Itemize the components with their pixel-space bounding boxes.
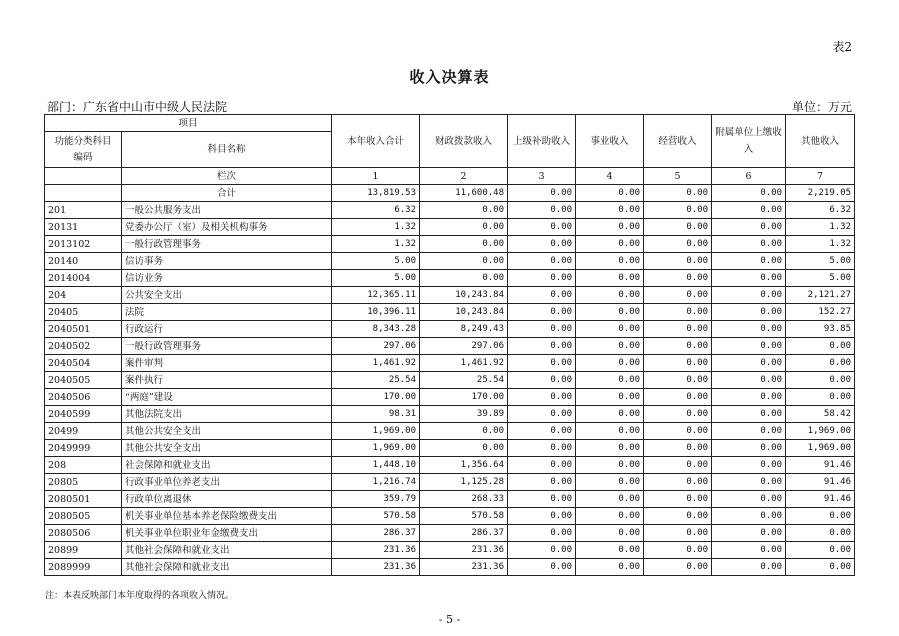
row-value: 25.54	[332, 372, 420, 389]
row-value: 0.00	[712, 491, 786, 508]
table-row	[45, 423, 855, 440]
row-value: 0.00	[576, 474, 644, 491]
row-value: 0.00	[786, 355, 855, 372]
row-value: 0.00	[508, 389, 576, 406]
row-value: 1.32	[332, 219, 420, 236]
row-value: 0.00	[644, 338, 712, 355]
row-value: 297.06	[420, 338, 508, 355]
row-value: 0.00	[712, 525, 786, 542]
row-name: 机关事业单位基本养老保险缴费支出	[122, 508, 332, 525]
row-value: 286.37	[332, 525, 420, 542]
row-value: 0.00	[712, 355, 786, 372]
row-name: “两庭”建设	[122, 389, 332, 406]
row-name: 公共安全支出	[122, 287, 332, 304]
row-name: 案件审判	[122, 355, 332, 372]
header-subject-name: 科目名称	[122, 132, 332, 168]
total-value: 0.00	[644, 185, 712, 202]
row-value: 0.00	[644, 270, 712, 287]
row-value: 0.00	[712, 287, 786, 304]
row-value: 0.00	[644, 304, 712, 321]
row-value: 0.00	[420, 202, 508, 219]
row-name: 一般行政管理事务	[122, 338, 332, 355]
row-name: 一般公共服务支出	[122, 202, 332, 219]
row-value: 0.00	[644, 389, 712, 406]
row-value: 6.32	[332, 202, 420, 219]
col-index-num: 6	[712, 168, 786, 185]
table-row	[45, 270, 855, 287]
row-value: 0.00	[644, 355, 712, 372]
row-value: 0.00	[420, 236, 508, 253]
row-value: 0.00	[508, 304, 576, 321]
row-value: 5.00	[786, 253, 855, 270]
row-name: 其他社会保障和就业支出	[122, 542, 332, 559]
row-value: 10,243.84	[420, 304, 508, 321]
row-code: 2089999	[45, 559, 122, 576]
row-value: 91.46	[786, 457, 855, 474]
row-value: 286.37	[420, 525, 508, 542]
row-code: 2040502	[45, 338, 122, 355]
row-value: 58.42	[786, 406, 855, 423]
row-value: 0.00	[712, 338, 786, 355]
row-code: 20140	[45, 253, 122, 270]
row-value: 570.58	[332, 508, 420, 525]
header-col-4: 事业收入	[576, 115, 644, 168]
total-value: 0.00	[712, 185, 786, 202]
row-value: 0.00	[576, 219, 644, 236]
total-label: 合计	[122, 185, 332, 202]
row-value: 0.00	[508, 372, 576, 389]
row-value: 10,396.11	[332, 304, 420, 321]
row-value: 0.00	[644, 508, 712, 525]
table-row	[45, 389, 855, 406]
row-code: 2014004	[45, 270, 122, 287]
row-value: 0.00	[508, 355, 576, 372]
row-value: 0.00	[712, 202, 786, 219]
row-value: 1,969.00	[786, 423, 855, 440]
row-value: 1,969.00	[786, 440, 855, 457]
col-index-label: 栏次	[122, 168, 332, 185]
row-value: 0.00	[712, 423, 786, 440]
col-index-num: 2	[420, 168, 508, 185]
table-row	[45, 525, 855, 542]
row-value: 1,448.10	[332, 457, 420, 474]
row-name: 行政单位离退休	[122, 491, 332, 508]
row-value: 0.00	[712, 559, 786, 576]
row-value: 0.00	[508, 270, 576, 287]
row-value: 0.00	[644, 202, 712, 219]
row-value: 231.36	[420, 542, 508, 559]
header-col-2: 财政拨款收入	[420, 115, 508, 168]
table-row	[45, 406, 855, 423]
row-value: 0.00	[576, 457, 644, 474]
row-value: 0.00	[712, 406, 786, 423]
row-value: 0.00	[508, 287, 576, 304]
table-row	[45, 236, 855, 253]
row-value: 0.00	[508, 236, 576, 253]
row-value: 570.58	[420, 508, 508, 525]
row-value: 2,121.27	[786, 287, 855, 304]
row-value: 0.00	[420, 423, 508, 440]
row-name: 机关事业单位职业年金缴费支出	[122, 525, 332, 542]
row-value: 0.00	[508, 406, 576, 423]
row-value: 6.32	[786, 202, 855, 219]
row-value: 1,125.28	[420, 474, 508, 491]
row-code: 20131	[45, 219, 122, 236]
row-code: 2080506	[45, 525, 122, 542]
row-value: 1,216.74	[332, 474, 420, 491]
table-row	[45, 202, 855, 219]
row-value: 93.85	[786, 321, 855, 338]
row-code: 20499	[45, 423, 122, 440]
row-name: 党委办公厅（室）及相关机构事务	[122, 219, 332, 236]
row-value: 0.00	[576, 304, 644, 321]
row-value: 0.00	[576, 389, 644, 406]
row-name: 社会保障和就业支出	[122, 457, 332, 474]
row-value: 0.00	[576, 440, 644, 457]
header-col-6: 附属单位上缴收入	[712, 115, 786, 168]
row-value: 0.00	[508, 508, 576, 525]
row-value: 231.36	[332, 559, 420, 576]
row-value: 0.00	[576, 423, 644, 440]
total-value: 2,219.05	[786, 185, 855, 202]
row-name: 其他社会保障和就业支出	[122, 559, 332, 576]
row-value: 170.00	[420, 389, 508, 406]
row-value: 0.00	[644, 423, 712, 440]
row-value: 1,461.92	[332, 355, 420, 372]
row-code: 20405	[45, 304, 122, 321]
header-col-7: 其他收入	[786, 115, 855, 168]
row-name: 其他公共安全支出	[122, 440, 332, 457]
row-value: 359.79	[332, 491, 420, 508]
row-value: 0.00	[508, 338, 576, 355]
row-value: 1.32	[332, 236, 420, 253]
row-value: 0.00	[508, 202, 576, 219]
row-value: 1,969.00	[332, 423, 420, 440]
row-value: 268.33	[420, 491, 508, 508]
total-value: 13,819.53	[332, 185, 420, 202]
row-code: 2013102	[45, 236, 122, 253]
row-value: 0.00	[712, 508, 786, 525]
row-value: 0.00	[576, 236, 644, 253]
row-code: 20805	[45, 474, 122, 491]
table-row	[45, 372, 855, 389]
row-value: 0.00	[576, 406, 644, 423]
row-value: 0.00	[712, 270, 786, 287]
footnote: 注：本表反映部门本年度取得的各项收入情况。	[45, 591, 235, 601]
table-row	[45, 219, 855, 236]
row-value: 0.00	[644, 542, 712, 559]
row-value: 0.00	[786, 542, 855, 559]
row-name: 其他公共安全支出	[122, 423, 332, 440]
row-value: 0.00	[576, 202, 644, 219]
page-title: 收入决算表	[409, 68, 490, 86]
table-row	[45, 287, 855, 304]
row-code: 2040504	[45, 355, 122, 372]
row-code: 201	[45, 202, 122, 219]
row-code: 204	[45, 287, 122, 304]
table-row	[45, 338, 855, 355]
row-value: 0.00	[786, 372, 855, 389]
row-value: 0.00	[508, 321, 576, 338]
table-row	[45, 542, 855, 559]
col-index-num: 5	[644, 168, 712, 185]
row-value: 0.00	[712, 236, 786, 253]
row-value: 0.00	[712, 389, 786, 406]
row-value: 0.00	[644, 457, 712, 474]
table-row	[45, 559, 855, 576]
row-value: 0.00	[786, 389, 855, 406]
row-value: 0.00	[508, 542, 576, 559]
row-value: 0.00	[508, 559, 576, 576]
row-code: 2040505	[45, 372, 122, 389]
header-col-1: 本年收入合计	[332, 115, 420, 168]
row-value: 0.00	[644, 525, 712, 542]
col-index-num: 1	[332, 168, 420, 185]
row-value: 0.00	[644, 287, 712, 304]
row-value: 5.00	[332, 253, 420, 270]
col-index-blank	[45, 168, 122, 185]
row-value: 0.00	[508, 440, 576, 457]
row-code: 2080505	[45, 508, 122, 525]
income-table	[44, 114, 855, 576]
row-value: 0.00	[508, 219, 576, 236]
row-value: 0.00	[644, 406, 712, 423]
row-value: 0.00	[576, 372, 644, 389]
total-value: 0.00	[576, 185, 644, 202]
row-value: 0.00	[712, 372, 786, 389]
row-value: 1,356.64	[420, 457, 508, 474]
row-value: 0.00	[508, 491, 576, 508]
row-value: 0.00	[644, 236, 712, 253]
row-value: 0.00	[712, 542, 786, 559]
row-value: 0.00	[644, 559, 712, 576]
row-value: 98.31	[332, 406, 420, 423]
row-name: 一般行政管理事务	[122, 236, 332, 253]
total-value: 11,600.48	[420, 185, 508, 202]
row-value: 0.00	[508, 423, 576, 440]
row-value: 231.36	[332, 542, 420, 559]
row-value: 5.00	[786, 270, 855, 287]
row-value: 39.89	[420, 406, 508, 423]
row-code: 2049999	[45, 440, 122, 457]
row-value: 0.00	[576, 338, 644, 355]
col-index-num: 4	[576, 168, 644, 185]
row-value: 0.00	[644, 474, 712, 491]
row-value: 0.00	[644, 491, 712, 508]
row-value: 0.00	[576, 542, 644, 559]
unit-label: 单位：万元	[791, 100, 852, 114]
row-name: 信访业务	[122, 270, 332, 287]
table-row	[45, 304, 855, 321]
header-col-5: 经营收入	[644, 115, 712, 168]
row-value: 1.32	[786, 219, 855, 236]
row-value: 0.00	[644, 219, 712, 236]
row-value: 10,243.84	[420, 287, 508, 304]
row-name: 行政事业单位养老支出	[122, 474, 332, 491]
row-code: 2080501	[45, 491, 122, 508]
table-row	[45, 474, 855, 491]
row-value: 1,969.00	[332, 440, 420, 457]
row-value: 0.00	[786, 508, 855, 525]
row-value: 0.00	[576, 270, 644, 287]
row-value: 91.46	[786, 474, 855, 491]
row-value: 0.00	[712, 457, 786, 474]
row-value: 0.00	[712, 321, 786, 338]
row-value: 0.00	[508, 525, 576, 542]
row-value: 170.00	[332, 389, 420, 406]
row-value: 8,343.28	[332, 321, 420, 338]
row-value: 0.00	[712, 474, 786, 491]
row-value: 1,461.92	[420, 355, 508, 372]
row-value: 0.00	[420, 270, 508, 287]
table-row	[45, 491, 855, 508]
row-value: 0.00	[576, 287, 644, 304]
table-row	[45, 253, 855, 270]
row-value: 0.00	[786, 559, 855, 576]
header-item: 项目	[45, 115, 332, 132]
row-value: 231.36	[420, 559, 508, 576]
row-value: 5.00	[332, 270, 420, 287]
row-name: 信访事务	[122, 253, 332, 270]
table-body	[45, 202, 855, 576]
header-col-3: 上级补助收入	[508, 115, 576, 168]
row-value: 0.00	[420, 219, 508, 236]
col-index-num: 7	[786, 168, 855, 185]
department-label: 部门：广东省中山市中级人民法院	[47, 100, 228, 114]
row-value: 0.00	[644, 440, 712, 457]
row-value: 0.00	[508, 474, 576, 491]
row-value: 0.00	[712, 440, 786, 457]
table-row	[45, 440, 855, 457]
row-value: 0.00	[576, 525, 644, 542]
row-code: 2040501	[45, 321, 122, 338]
row-value: 0.00	[712, 253, 786, 270]
row-value: 1.32	[786, 236, 855, 253]
header-func-code: 功能分类科目 编码	[45, 132, 122, 168]
row-value: 0.00	[644, 253, 712, 270]
col-index-num: 3	[508, 168, 576, 185]
row-value: 0.00	[644, 321, 712, 338]
row-value: 0.00	[576, 559, 644, 576]
table-row	[45, 321, 855, 338]
row-code: 2040506	[45, 389, 122, 406]
row-value: 0.00	[576, 491, 644, 508]
table-row	[45, 508, 855, 525]
row-value: 152.27	[786, 304, 855, 321]
total-value: 0.00	[508, 185, 576, 202]
row-value: 0.00	[576, 321, 644, 338]
table-row	[45, 355, 855, 372]
row-value: 0.00	[576, 508, 644, 525]
row-name: 法院	[122, 304, 332, 321]
row-code: 20899	[45, 542, 122, 559]
table-row	[45, 457, 855, 474]
row-value: 8,249.43	[420, 321, 508, 338]
row-value: 91.46	[786, 491, 855, 508]
row-value: 0.00	[576, 355, 644, 372]
total-blank	[45, 185, 122, 202]
row-value: 297.06	[332, 338, 420, 355]
row-value: 0.00	[644, 372, 712, 389]
row-value: 0.00	[420, 440, 508, 457]
row-value: 0.00	[508, 457, 576, 474]
table-number: 表2	[832, 40, 852, 54]
row-name: 行政运行	[122, 321, 332, 338]
row-value: 0.00	[786, 338, 855, 355]
row-value: 0.00	[576, 253, 644, 270]
row-code: 208	[45, 457, 122, 474]
row-value: 12,365.11	[332, 287, 420, 304]
row-value: 0.00	[420, 253, 508, 270]
row-value: 25.54	[420, 372, 508, 389]
row-name: 其他法院支出	[122, 406, 332, 423]
row-name: 案件执行	[122, 372, 332, 389]
row-value: 0.00	[712, 219, 786, 236]
row-code: 2040599	[45, 406, 122, 423]
page-number: - 5 -	[438, 613, 461, 626]
row-value: 0.00	[786, 525, 855, 542]
row-value: 0.00	[712, 304, 786, 321]
row-value: 0.00	[508, 253, 576, 270]
